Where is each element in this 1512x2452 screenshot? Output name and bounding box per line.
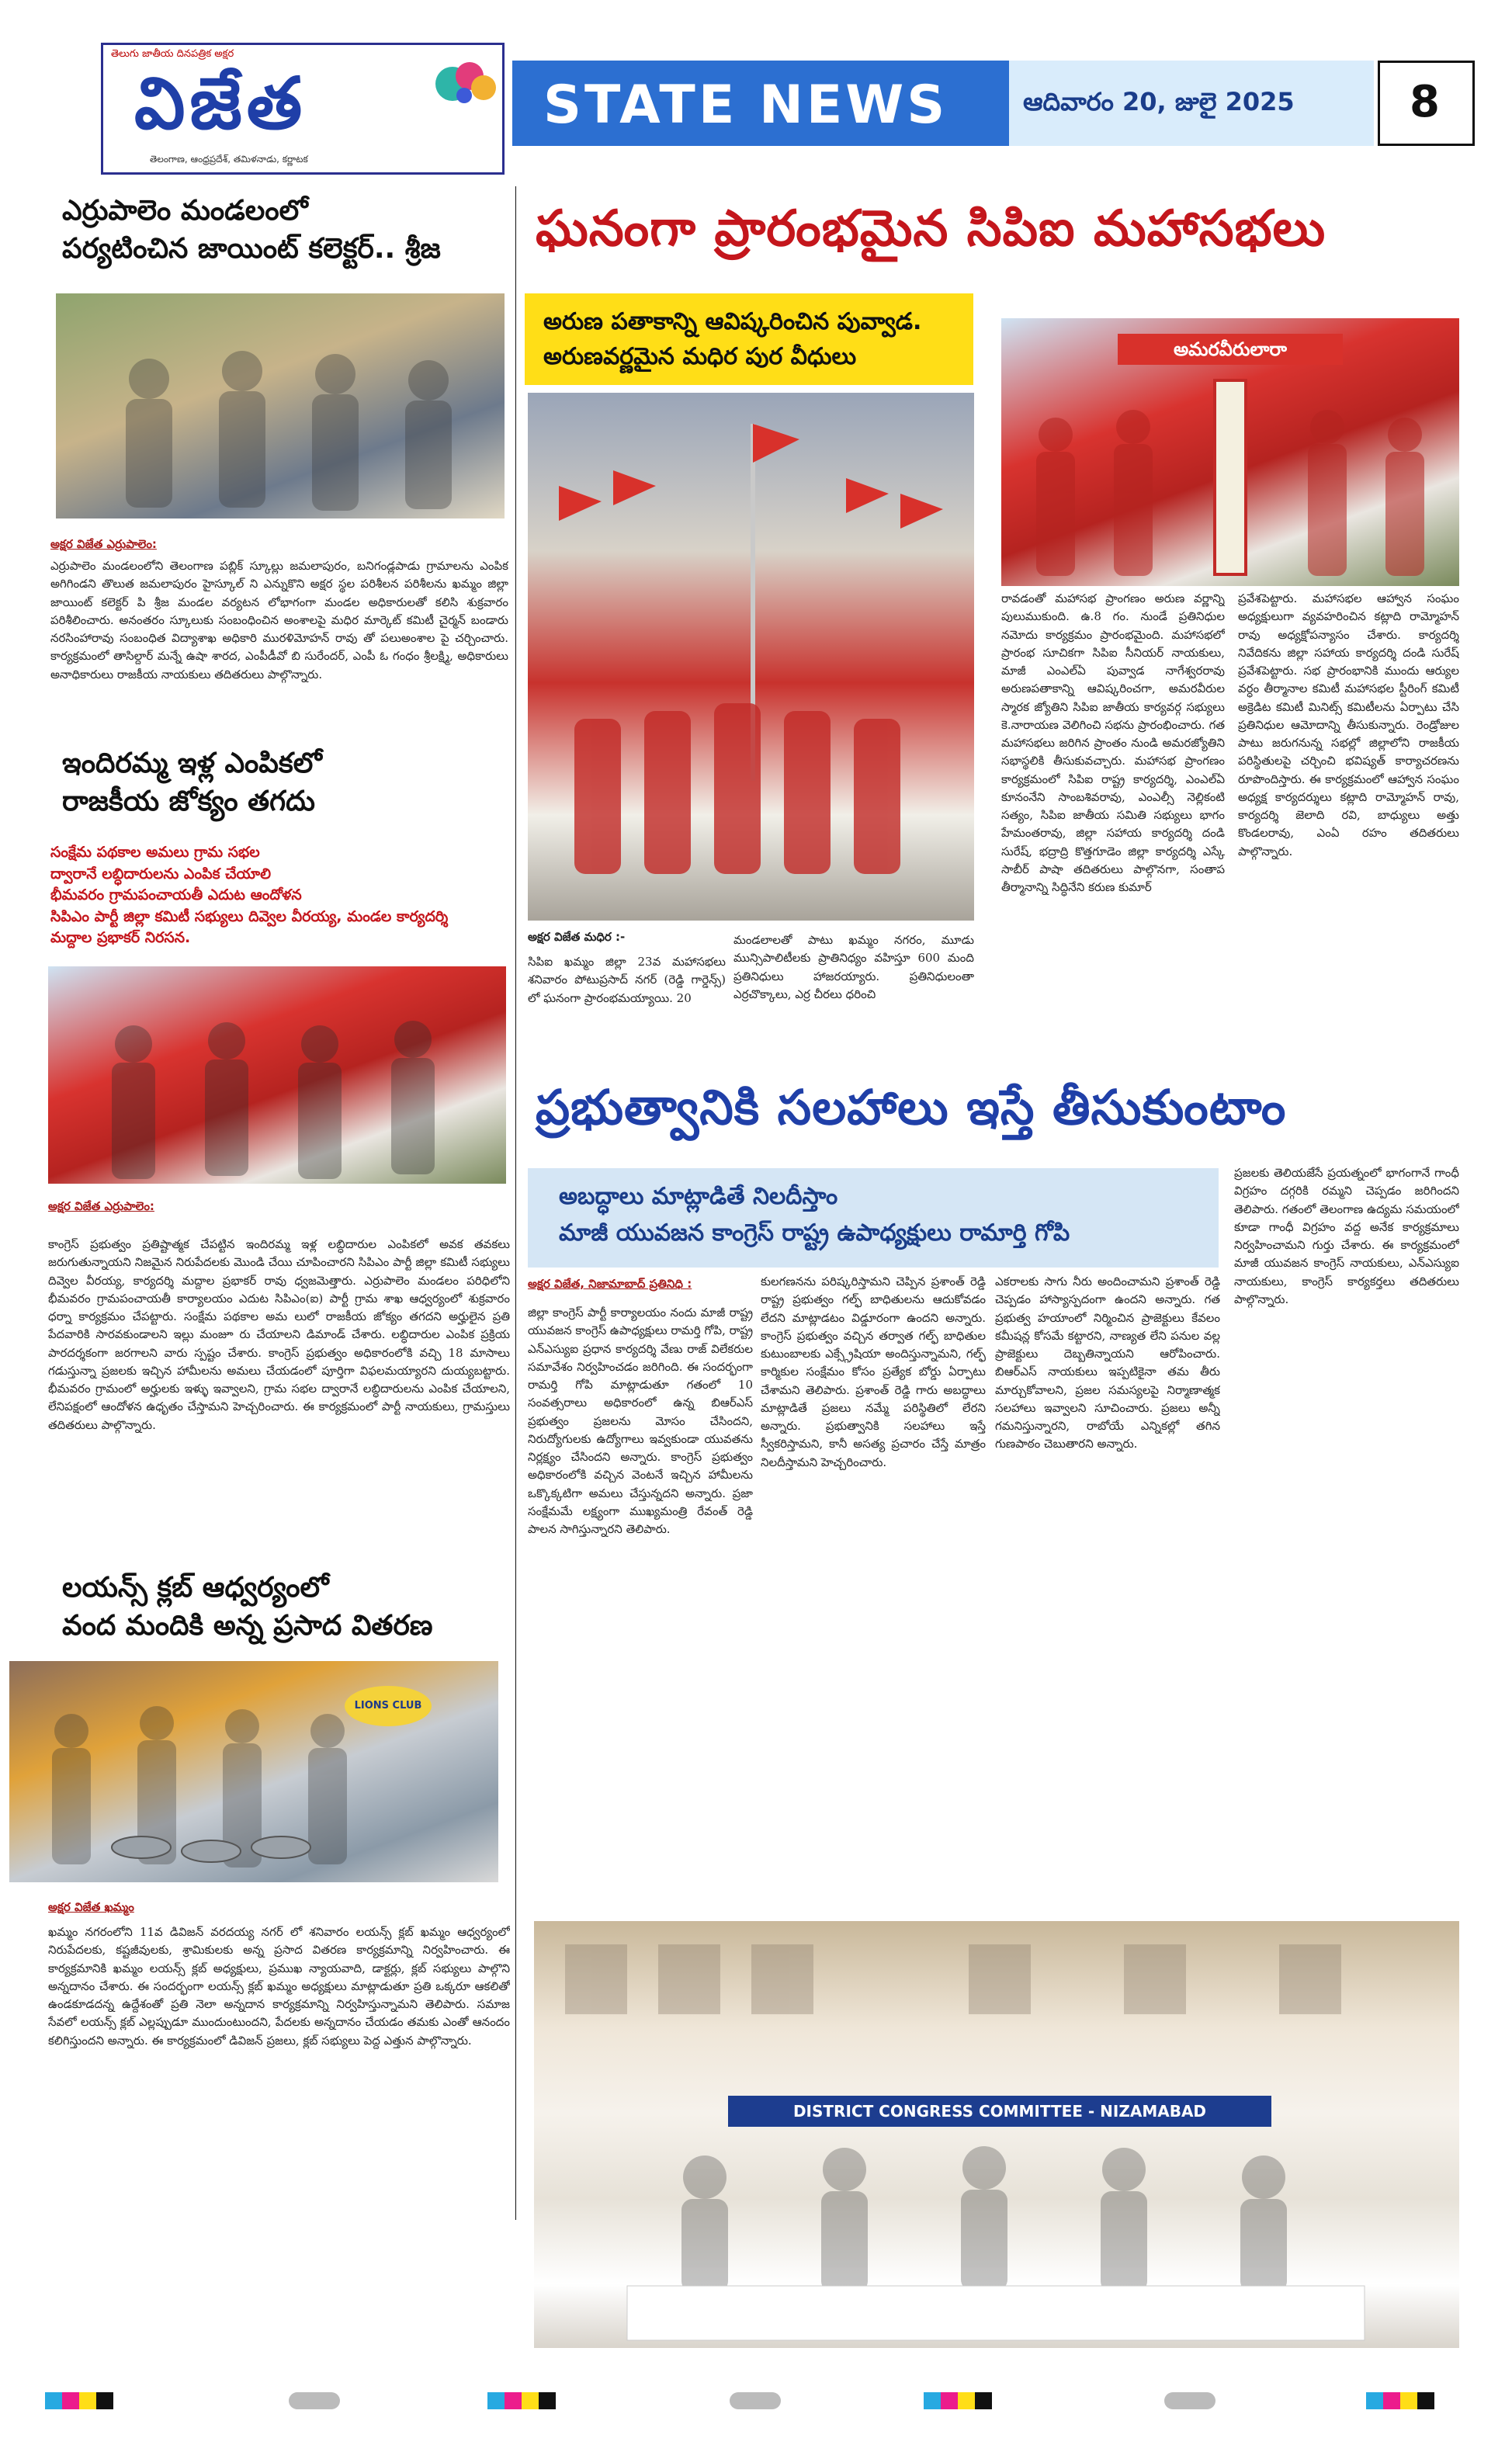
story4-col2: మండలాలతో పాటు ఖమ్మం నగరం, మూడు మున్సిపాలిటీలకు ప్రాతినిధ్యం వహిస్తూ 600 మంది ప్రతినిధులు హాజరయ్యారు. ప్రతినిధులంతా ఎర్రచొక్కాలు, ఎర్ర చీరలు ధరించి bbox=[733, 933, 974, 1001]
lions-club-banner: LIONS CLUB bbox=[345, 1686, 432, 1726]
story5-col2: కులగణనను పరిష్కరిస్తామని చెప్పిన ప్రశాంత్ రెడ్డి రాష్ట్ర ప్రభుత్వం గల్ఫ్ బాధితులను ఆదుకోవడం లేదని మాట్లాడటం విడ్డూరంగా ఉందని అన్నారు. కాంగ్రెస్ ప్రభుత్వం వచ్చిన తర్వాత గల్ఫ్ బాధితుల కుటుంబాలకు ఎక్స్గ్రేషియా అందిస్తున్నామని, గల్ఫ్ కార్మికుల సంక్షేమం కోసం ప్రత్యేక బోర్డు ఏర్పాటు చేశామని తెలిపారు. ప్రశాంత్ రెడ్డి గారు అబద్ధాలు మాట్లాడితే ప్రజలు నమ్మే పరిస్థితిలో లేరని అన్నారు. ప్రభుత్వానికి సలహాలు ఇస్తే స్వీకరిస్తామని, కానీ అసత్య ప్రచారం చేస్తే మాత్రం నిలదీస్తామని హెచ్చరించారు. bbox=[761, 1275, 986, 1469]
story2-headline-line1: ఇందిరమ్మ ఇళ్ల ఎంపికలో bbox=[62, 747, 322, 779]
congress-committee-banner: DISTRICT CONGRESS COMMITTEE - NIZAMABAD bbox=[728, 2096, 1271, 2127]
story3-photo bbox=[9, 1661, 498, 1882]
story4-col1: సిపిఐ ఖమ్మం జిల్లా 23వ మహాసభలు శనివారం పోటుప్రసాద్ నగర్ (రెడ్డి గార్డెన్స్) లో ఘనంగా ప్రారంభమయ్యాయి. 20 bbox=[528, 955, 726, 1005]
story3-source: అక్షర విజేత ఖమ్మం bbox=[48, 1900, 134, 1914]
registration-marks-center-right bbox=[924, 2392, 992, 2409]
story1-headline-line1: ఎర్రుపాలెం మండలంలో bbox=[62, 195, 308, 227]
story2-headline bbox=[62, 745, 512, 820]
story2-body: కాంగ్రెస్ ప్రభుత్వం ప్రతిష్టాత్మక చేపట్టిన ఇందిరమ్మ ఇళ్ల లబ్ధిదారుల ఎంపికలో అవక తవకలు జరుగుతున్నాయని నిజమైన నిరుపేదలకు మొండి చేయి చూపించారని సిపిఎం పార్టీ జిల్లా కమిటీ సభ్యులు దివ్వెల వీరయ్య, కార్యదర్శి మద్దాల ప్రభాకర్ రావు ధ్వజమెత్తారు. ఎర్రుపాలెం మండలం పరిధిలోని భీమవరం గ్రామపంచాయతీ కార్యాలయం ఎదుట సిపిఎం(ఐ) పార్టీ గ్రామ శాఖ ఆధ్వర్యంలో శుక్రవారం ధర్నా కార్యక్రమం చేపట్టారు. సంక్షేమ పథకాల అమ లులో రాజకీయ జోక్యం తగదని అర్హులైన ప్రతి పేదవారికి సారవకుండాలని ఇల్లు మంజూ రు చేయాలని డిమాండ్ చేశారు. లబ్ధిదారుల ఎంపిక ప్రక్రియ పారదర్శకంగా జరగాలని వారు స్పష్టం చేశారు. కాంగ్రెస్ ప్రభుత్వం అధికారంలోకి వచ్చి 18 మాసాలు గడుస్తున్నా ప్రజలకు ఇచ్చిన హామీలను అమలు చేయడంలో పూర్తిగా విఫలమయ్యారని దుయ్యబట్టారు. భీమవరం గ్రామంలో అర్హులకు ఇళ్ళు ఇవ్వాలని, గ్రామ సభల ద్వారానే లబ్ధిదారులను ఎంపిక చేయాలని, లేనిపక్షంలో ఆందోళన ఉధృతం చేస్తామని హెచ్చరించారు. ఈ కార్యక్రమంలో పార్టీ నాయకులు, గ్రామస్తులు తదితరులు పాల్గొన్నారు. bbox=[48, 1237, 510, 1432]
press-meet-group-icon bbox=[534, 1921, 1459, 2348]
masthead-title: విజేత bbox=[134, 62, 307, 145]
column-divider bbox=[515, 186, 516, 2220]
issue-date: ఆదివారం 20, జులై 2025 bbox=[1023, 87, 1295, 116]
story2-sub-3: భీమవరం గ్రామపంచాయతీ ఎదుట ఆందోళన bbox=[50, 886, 302, 904]
story5-col3: ఎకరాలకు సాగు నీరు అందించామని ప్రశాంత్ రెడ్డి చెప్పడం హాస్యాస్పదంగా ఉందని అన్నారు. గత ప్రభుత్వ హయాంలో నిర్మించిన ప్రాజెక్టులు కేవలం కమీషన్ల కోసమే కట్టారని, నాణ్యత లేని పనుల వల్ల ప్రాజెక్టులు దెబ్బతిన్నాయని ఆరోపించారు. బిఆర్ఎస్ నాయకులు ఇప్పటికైనా తమ తీరు మార్చుకోవాలని, ప్రజల సమస్యలపై నిర్మాణాత్మక సలహాలు ఇవ్వాలని సూచించారు. ప్రజలు అన్నీ గమనిస్తున్నారని, రాబోయే ఎన్నికల్లో తగిన గుణపాఠం చెబుతారని అన్నారు. bbox=[995, 1275, 1220, 1451]
story2-sub-1: సంక్షేమ పథకాల అమలు గ్రామ సభల bbox=[50, 844, 260, 861]
story4-source: అక్షర విజేత మధిర :- bbox=[528, 930, 626, 944]
masthead-logo bbox=[101, 43, 505, 175]
story3-headline-line1: లయన్స్ క్లబ్ ఆధ్వర్యంలో bbox=[62, 1572, 329, 1604]
story5-col1: జిల్లా కాంగ్రెస్ పార్టీ కార్యాలయం నందు మాజీ రాష్ట్ర యువజన కాంగ్రెస్ ఉపాధ్యక్షులు రామర్తి గోపి, రాష్ట్ర ఎన్ఎస్యుఐ ప్రధాన కార్యదర్శి వేణు రాజ్ విలేకరుల సమావేశం నిర్వహించడం జరిగింది. ఈ సందర్భంగా రామర్తి గోపి మాట్లాడుతూ గతంలో 10 సంవత్సరాలు అధికారంలో ఉన్న బిఆర్ఎస్ ప్రభుత్వం ప్రజలను మోసం చేసిందని, నిరుద్యోగులకు ఉద్యోగాలు ఇవ్వకుండా యువతను నిర్లక్ష్యం చేసిందని అన్నారు. కాంగ్రెస్ ప్రభుత్వం అధికారంలోకి వచ్చిన వెంటనే ఇచ్చిన హామీలను ఒక్కొక్కటిగా అమలు చేస్తున్నదని అన్నారు. ప్రజా సంక్షేమమే లక్ష్యంగా ముఖ్యమంత్రి రేవంత్ రెడ్డి పాలన సాగిస్తున్నారని తెలిపారు. bbox=[528, 1306, 753, 1536]
story5-headline: ప్రభుత్వానికి సలహాలు ఇస్తే తీసుకుంటాం bbox=[536, 1079, 1287, 1136]
story2-sub-2: ద్వారానే లబ్ధిదారులను ఎంపిక చేయాలి bbox=[50, 865, 272, 883]
registration-marks-center-left bbox=[487, 2392, 556, 2409]
story4-headline: ఘనంగా ప్రారంభమైన సిపిఐ మహాసభలు bbox=[536, 200, 1326, 258]
section-band bbox=[512, 61, 1009, 146]
story1-source: అక్షర విజేత ఎర్రుపాలెం: bbox=[50, 537, 157, 551]
story4-banner-photo bbox=[1001, 318, 1459, 586]
story1-headline bbox=[62, 192, 512, 268]
date-band bbox=[1009, 61, 1374, 146]
registration-pill-1 bbox=[289, 2392, 340, 2409]
story1-headline-line2: పర్యటించిన జాయింట్ కలెక్టర్.. శ్రీజ bbox=[62, 232, 441, 265]
registration-pill-3 bbox=[1164, 2392, 1215, 2409]
story3-headline bbox=[62, 1569, 512, 1645]
food-distribution-icon bbox=[9, 1661, 498, 1882]
story5-box-line1: అబద్ధాలు మాట్లాడితే నిలదీస్తాం bbox=[559, 1183, 838, 1210]
registration-marks-left bbox=[45, 2392, 113, 2409]
peacock-icon bbox=[429, 53, 499, 107]
protest-group-icon bbox=[48, 966, 506, 1184]
story4-flag-photo bbox=[528, 393, 974, 921]
page-number: 8 bbox=[1410, 77, 1440, 127]
story2-source: అక్షర విజేత ఎర్రుపాలెం: bbox=[48, 1199, 154, 1213]
story2-photo bbox=[48, 966, 506, 1184]
section-title: STATE NEWS bbox=[543, 75, 948, 136]
martyrs-banner: అమరవీరులారా bbox=[1118, 334, 1343, 365]
people-group-icon bbox=[56, 293, 505, 518]
story4-col4: ప్రవేశపెట్టారు. మహాసభల ఆహ్వాన సంఘం అధ్యక్షులుగా వ్యవహరించిన కట్లాది రామ్మోహన్ రావు అధ్యక్షోపన్యాసం చేశారు. కార్యదర్శి నివేదికను జిల్లా సహాయ కార్యదర్శి దండి సురేష్ ప్రవేశపెట్టారు. సభ ప్రారంభానికి ముందు ఆర్యుల వర్ధం తీర్మానాల కమిటీ మహాసభల స్టీరింగ్ కమిటీ అక్రెడిట కమిటీ మినిట్స్ కమిటీలను ఏర్పాటు చేసి ప్రతినిధుల ఆమోదాన్ని తీసుకున్నారు. రెండ్రోజుల పాటు జరుగనున్న సభల్లో జిల్లాలోని రాజకీయ పరిస్థితులపై చర్చించి భవిష్యత్ కార్యాచరణను రూపొందిస్తారు. ఈ కార్యక్రమంలో ఆహ్వాన సంఘం అధ్యక్ష కార్యదర్శులు కట్లాది రామ్మోహన్ రావు, కార్యదర్శి జెలాది రవి, బాధ్యులు అత్తు కొండలరావు, ఎంఏ రహం తదితరులు పాల్గొన్నారు. bbox=[1238, 591, 1459, 858]
story5-press-meet-photo bbox=[534, 1921, 1459, 2348]
story4-box-line1: అరుణ పతాకాన్ని ఆవిష్కరించిన పువ్వాడ. bbox=[543, 308, 922, 335]
page-number-box bbox=[1378, 61, 1475, 146]
registration-pill-2 bbox=[730, 2392, 781, 2409]
story1-body: ఎర్రుపాలెం మండలంలోని తెలంగాణ పబ్లిక్ స్కూల్లు జమలాపురం, బనిగండ్లపాడు గ్రామాలను ఎంపిక అగిగిండని తొలుత జమలాపురం హైస్కూల్ ని ఎన్నుకొని అక్షర స్థల పరిశీలన పరిశీలను ఖమ్మం జిల్లా జాయింట్ కలెక్టర్ పి శ్రీజ మండల వర్యటన లోభాగంగా మండల అధికారులతో కలిసి శుక్రవారం పరిశీలించారు. అనంతరం స్కూలుకు సంబంధించిన అంశాలపై మధిర మార్కెట్ కమిటీ చైర్మన్ బండారు నరసింహారావు సంబంధిత విద్యాశాఖ అధికారి మురళిమోహన్ రావు తో పలుఅంశాల పై చర్చించారు. కార్యక్రమంలో తాసిల్దార్ మన్నే ఉషా శారద, ఎంపీడీవో బి సురేందర్, ఎంపీ ఓ గంధం శ్రీలక్ష్మి, అధికారులు అనాధికారులు రాజకీయ నాయకులు తదితరులు పాల్గొన్నారు. bbox=[50, 559, 508, 681]
story2-headline-line2: రాజకీయ జోక్యం తగదు bbox=[62, 785, 315, 817]
story4-col3: రావడంతో మహాసభ ప్రాంగణం అరుణ వర్ణాన్ని పులుముకుంది. ఉ.8 గం. నుండే ప్రతినిధుల నమోదు కార్యక్రమం ప్రారంభమైంది. మహాసభలో ప్రారంభ సూచికగా సిపిఐ సీనియర్ నాయకులు, మాజీ ఎంఎల్ఏ పువ్వాడ నాగేశ్వరరావు అరుణపతాకాన్ని ఆవిష్కరించగా, అమరవీరుల స్మారక జ్యోతిని సిపిఐ జాతీయ కార్యవర్గ సభ్యులు కె.నారాయణ వెలిగించి సభను ప్రారంభించారు. గత మహాసభలు జరిగిన ప్రాంతం నుండి అమరజ్యోతిని సభాస్థలికి తీసుకువచ్చారు. మహాసభ ప్రాంగణం కార్యక్రమంలో సిపిఐ రాష్ట్ర కార్యదర్శి, ఎంఎల్ఏ కూనంనేని సాంబశివరావు, ఎంఎల్సీ నెల్లికంటి సత్యం, సిపిఐ జాతీయ సమితి సభ్యులు భాగం హేమంతరావు, జిల్లా సహాయ కార్యదర్శి దండి సురేష్, భద్రాద్రి కొత్తగూడెం జిల్లా కార్యదర్శి ఎస్కే సాబీర్ పాషా తదితరులు పాల్గొనగా, సంతాప తీర్మానాన్ని సిద్ధినేని కరుణ కుమార్ bbox=[1001, 591, 1225, 894]
masthead-tagline: తెలుగు జాతీయ దినపత్రిక అక్షర bbox=[111, 48, 234, 60]
delegates-group-icon bbox=[1001, 318, 1459, 586]
story5-box-line2: మాజీ యువజన కాంగ్రెస్ రాష్ట్ర ఉపాధ్యక్షులు రామార్తి గోపి bbox=[559, 1219, 1070, 1247]
registration-marks-right bbox=[1366, 2392, 1434, 2409]
story5-col4: ప్రజలకు తెలియజేసే ప్రయత్నంలో భాగంగానే గాంధీ విగ్రహం దగ్గరికి రమ్మని చెప్పడం జరిగిందని తెలిపారు. గతంలో తెలంగాణ ఉద్యమ సమయంలో కూడా గాంధీ విగ్రహం వద్ద అనేక కార్యక్రమాలు నిర్వహించామని గుర్తు చేశారు. ఈ కార్యక్రమంలో మాజీ యువజన కాంగ్రెస్ నాయకులు, ఎన్ఎస్యుఐ నాయకులు, కాంగ్రెస్ కార్యకర్తలు తదితరులు పాల్గొన్నారు. bbox=[1234, 1166, 1459, 1306]
masthead-states: తెలంగాణ, ఆంధ్రప్రదేశ్, తమిళనాడు, కర్ణాటక bbox=[150, 154, 308, 165]
red-flags-icon bbox=[528, 393, 974, 921]
story2-subheads bbox=[50, 842, 516, 949]
story4-highlight-box bbox=[525, 293, 973, 385]
story3-body: ఖమ్మం నగరంలోని 11వ డివిజన్ వరదయ్య నగర్ లో శనివారం లయన్స్ క్లబ్ ఖమ్మం ఆధ్వర్యంలో నిరుపేదలకు, కష్టజీవులకు, శ్రామికులకు అన్న ప్రసాద వితరణ కార్యక్రమాన్ని నిర్వహించారు. ఈ కార్యక్రమానికి ఖమ్మం లయన్స్ క్లబ్ అధ్యక్షులు, ప్రముఖ న్యాయవాది, డాక్టర్లు, క్లబ్ సభ్యులు పాల్గొని అన్నదానం చేశారు. ఈ సందర్భంగా లయన్స్ క్లబ్ ఖమ్మం అధ్యక్షులు మాట్లాడుతూ ప్రతి ఒక్కరూ ఆకలితో ఉండకూడదన్న ఉద్దేశంతో ప్రతి నెలా అన్నదాన కార్యక్రమాన్ని నిర్వహిస్తున్నామని తెలిపారు. సమాజ సేవలో లయన్స్ క్లబ్ ఎల్లప్పుడూ ముందుంటుందని, పేదలకు అన్నదానం చేయడం తమకు ఎంతో ఆనందం కలిగిస్తుందని అన్నారు. ఈ కార్యక్రమంలో డివిజన్ ప్రజలు, క్లబ్ సభ్యులు పెద్ద ఎత్తున పాల్గొన్నారు. bbox=[48, 1925, 510, 2048]
story3-headline-line2: వంద మందికి అన్న ప్రసాద వితరణ bbox=[62, 1609, 433, 1642]
story2-sub-4: సిపిఎం పార్టీ జిల్లా కమిటీ సభ్యులు దివ్వెల వీరయ్య, మండల కార్యదర్శి bbox=[50, 907, 449, 925]
story5-source: అక్షర విజేత, నిజామాబాద్ ప్రతినిధి : bbox=[528, 1277, 692, 1291]
story2-sub-5: మద్దాల ప్రభాకర్ నిరసన. bbox=[50, 929, 191, 947]
story1-photo bbox=[56, 293, 505, 518]
story5-highlight-box bbox=[528, 1168, 1219, 1268]
story4-box-line2: అరుణవర్ణమైన మధిర పుర వీధులు bbox=[543, 343, 857, 370]
